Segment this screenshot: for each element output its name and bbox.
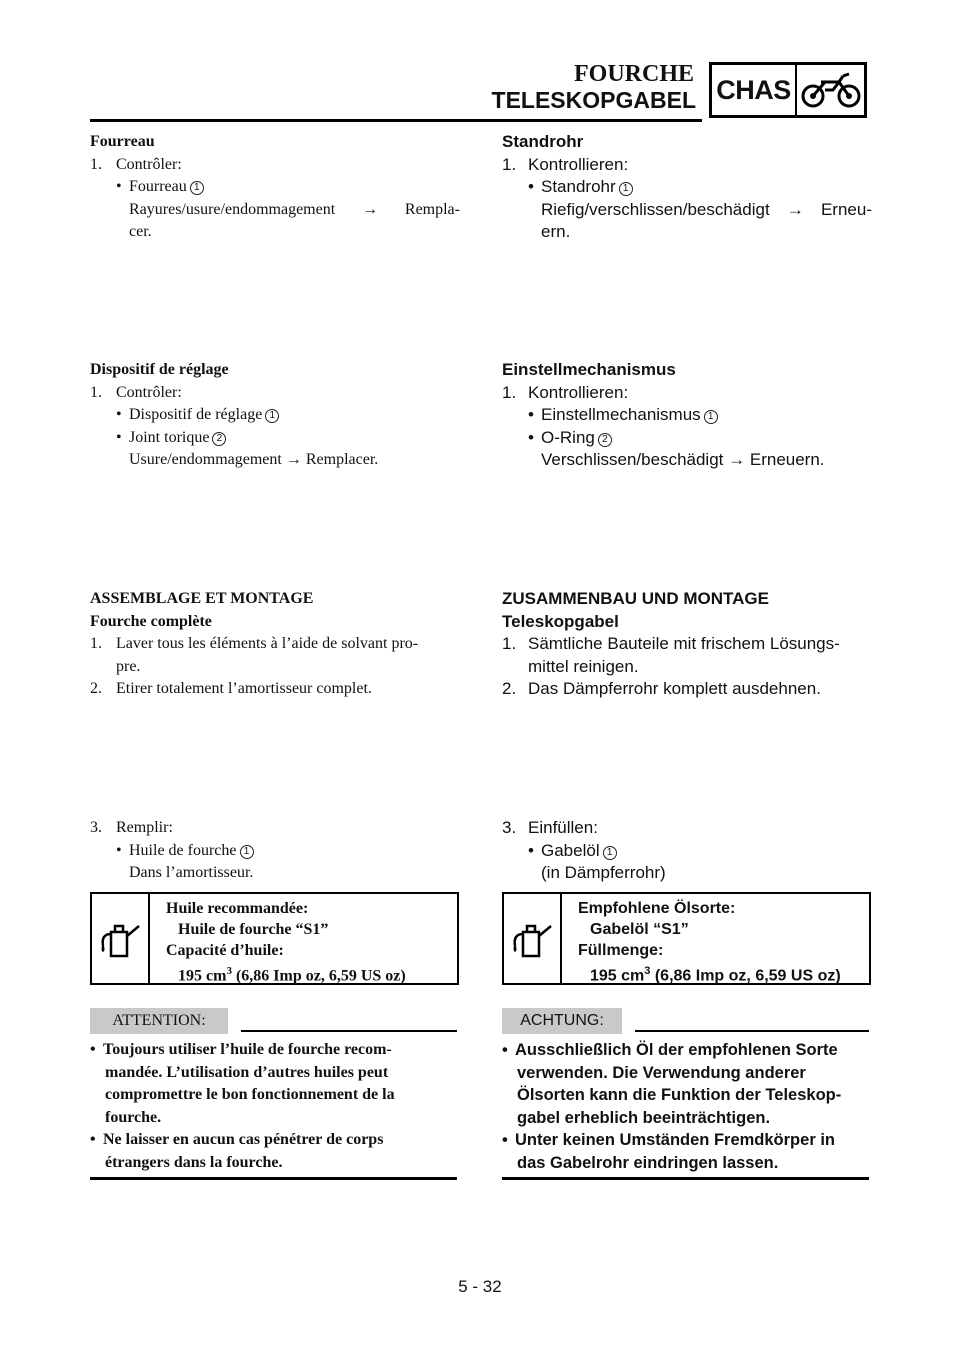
fr-step-1 [90, 154, 460, 177]
callout-1-icon: 1 [704, 410, 718, 424]
step-number: 3. [502, 818, 517, 837]
note-text: Verschlissen/beschädigt [541, 450, 724, 469]
callout-1-icon: 1 [619, 182, 633, 196]
spec-value: Huile de fourche “S1” [178, 921, 329, 938]
de-note-standrohr [502, 199, 872, 222]
step-number: 3. [90, 819, 102, 836]
item-label: Joint torique [129, 428, 210, 446]
fr-step-1 [90, 633, 460, 656]
spec-amount: 195 cm [178, 967, 227, 985]
de-warning-label: ACHTUNG: [502, 1008, 622, 1034]
de-warning-text [502, 1039, 869, 1174]
warning-text: das Gabelrohr eindringen lassen. [517, 1153, 779, 1172]
spec-conversion: (6,86 Imp oz, 6,59 US oz) [654, 967, 841, 985]
bullet: • [116, 428, 122, 446]
fr-spec-box [90, 892, 459, 985]
bullet: • [528, 177, 534, 196]
note-text: cer. [129, 223, 152, 240]
de-step-1 [502, 154, 872, 177]
arrow-icon: → [285, 451, 302, 468]
spec-value [166, 961, 453, 986]
de-item-gabeloel [502, 840, 872, 863]
fr-warning-rule [241, 1030, 457, 1032]
warning-text: Toujours utiliser l’huile de fourche recom- [103, 1041, 392, 1058]
warning-text: gabel erheblich beeinträchtigen. [517, 1108, 771, 1127]
bullet: • [502, 1041, 508, 1059]
fr-note-fourreau [90, 199, 460, 222]
motorcycle-icon [797, 65, 864, 115]
warning-text: Ne laisser en aucun cas pénétrer de corps [103, 1131, 384, 1148]
spec-label: Capacité d’huile: [166, 942, 284, 959]
de-step-3 [502, 817, 872, 840]
bullet: • [502, 1131, 508, 1149]
fr-item-joint [90, 427, 460, 450]
spec-amount: 195 cm [590, 967, 645, 985]
callout-1-icon: 1 [190, 181, 204, 195]
spec-value [578, 961, 865, 986]
de-item-standrohr [502, 176, 872, 199]
de-subheading: Teleskopgabel [502, 611, 619, 631]
step-label: Das Dämpferrohr komplett ausdehnen. [528, 679, 821, 698]
de-step-1 [502, 633, 872, 656]
de-spec-box [502, 892, 871, 985]
fr-subheading: Fourche complète [90, 612, 212, 630]
fr-note-reglage [90, 449, 460, 472]
callout-1-icon: 1 [240, 845, 254, 859]
note-text: Erneuern. [749, 450, 825, 469]
step-label: Kontrollieren: [528, 154, 629, 174]
section-badge [709, 62, 867, 118]
fr-heading-reglage: Dispositif de réglage [90, 361, 229, 378]
bullet: • [528, 840, 534, 860]
step-label: pre. [116, 657, 141, 675]
note-text: ern. [541, 222, 571, 241]
spec-label: Huile recommandée: [166, 900, 309, 917]
fr-step-1 [90, 382, 460, 405]
de-item-oring [502, 427, 872, 450]
warning-text: verwenden. Die Verwendung anderer [517, 1063, 806, 1082]
header-rule [90, 119, 702, 122]
item-label: Dispositif de réglage [129, 406, 263, 423]
callout-2-icon: 2 [212, 432, 226, 446]
oil-can-icon [504, 894, 562, 983]
warning-text: compromettre le bon fonctionnement de la [105, 1086, 395, 1103]
fr-heading-assemblage: ASSEMBLAGE ET MONTAGE [90, 590, 314, 607]
warning-text: fourche. [105, 1108, 162, 1126]
de-item-einstell [502, 404, 872, 427]
callout-2-icon: 2 [598, 433, 612, 447]
step-label: Etirer totalement l’amortisseur complet. [116, 680, 372, 697]
de-step-1 [502, 382, 872, 405]
de-warning-rule [635, 1030, 869, 1032]
superscript: 3 [644, 965, 651, 977]
bullet: • [116, 841, 122, 859]
fr-section-remplir [90, 817, 460, 885]
fr-warning-end-rule [90, 1177, 457, 1180]
step-number: 1. [90, 155, 102, 173]
warning-text: Ausschließlich Öl der empfohlenen Sorte [515, 1041, 838, 1059]
step-label: Kontrollieren: [528, 382, 629, 402]
de-heading-standrohr: Standrohr [502, 132, 584, 151]
spec-value: Gabelöl “S1” [590, 921, 689, 938]
warning-text: Unter keinen Umständen Fremdkörper in [515, 1131, 835, 1149]
page-number: 5 - 32 [458, 1277, 502, 1296]
warning-text: étrangers dans la fourche. [105, 1153, 283, 1171]
note-text: Usure/endommagement [129, 451, 282, 468]
item-label: Fourreau [129, 178, 187, 195]
step-label: Remplir: [116, 819, 173, 836]
de-section-zusammenbau [502, 588, 872, 701]
warning-line [90, 1129, 457, 1152]
note-text: Rayures/usure/endommagement [129, 200, 336, 218]
bullet: • [90, 1041, 96, 1058]
arrow-icon: → [728, 450, 746, 469]
de-section-einstell [502, 359, 872, 472]
bullet: • [528, 427, 534, 447]
note-text: Erneu- [820, 199, 872, 219]
de-heading-einstell: Einstellmechanismus [502, 360, 676, 379]
bullet: • [116, 178, 122, 195]
item-label: Standrohr [541, 177, 616, 196]
bullet: • [116, 406, 122, 423]
step-number: 1. [502, 154, 517, 174]
fr-step-2 [90, 678, 460, 701]
oil-can-icon [92, 894, 150, 983]
de-step-2 [502, 678, 872, 701]
item-label: Gabelöl [541, 840, 600, 860]
fr-item-huile [90, 840, 460, 863]
de-note-einstell [502, 449, 872, 472]
step-label: Einfüllen: [528, 818, 598, 837]
header-title-de: TELESKOPGABEL [491, 87, 696, 113]
arrow-icon: → [362, 200, 379, 218]
step-number: 1. [502, 382, 517, 402]
note-text: Dans l’amortisseur. [129, 864, 254, 881]
warning-text: Ölsorten kann die Funktion der Teleskop- [517, 1086, 842, 1104]
step-label: mittel reinigen. [528, 656, 639, 676]
step-number: 1. [90, 383, 102, 401]
step-label: Sämtliche Bauteile mit frischem Lösungs- [528, 634, 840, 653]
note-text: Riefig/verschlissen/beschädigt [541, 199, 770, 219]
item-label: Huile de fourche [129, 841, 237, 859]
bullet: • [528, 405, 534, 424]
step-label: Laver tous les éléments à l’aide de solvant pro- [116, 635, 419, 652]
section-label: CHAS [712, 65, 797, 115]
callout-1-icon: 1 [265, 409, 279, 423]
fr-item-dispositif [90, 404, 460, 427]
item-label: O-Ring [541, 427, 595, 447]
step-label: Contrôler: [116, 155, 182, 173]
warning-line [502, 1039, 869, 1062]
spec-conversion: (6,86 Imp oz, 6,59 US oz) [235, 967, 406, 985]
fr-section-reglage [90, 359, 460, 472]
spec-label: Empfohlene Ölsorte: [578, 900, 736, 917]
fr-heading-fourreau: Fourreau [90, 133, 155, 150]
de-section-standrohr [502, 131, 872, 244]
warning-text: mandée. L’utilisation d’autres huiles peut [105, 1063, 389, 1081]
de-section-einfuellen [502, 817, 872, 885]
fr-section-assemblage [90, 588, 460, 701]
warning-line [90, 1039, 457, 1062]
step-number: 2. [502, 679, 517, 698]
step-number: 1. [502, 634, 517, 653]
note-text: Remplacer. [305, 451, 379, 468]
arrow-icon: → [786, 199, 804, 219]
item-label: Einstellmechanismus [541, 405, 701, 424]
fr-section-fourreau [90, 131, 460, 244]
note-text: (in Dämpferrohr) [541, 863, 666, 882]
fr-item-fourreau [90, 176, 460, 199]
fr-step-3 [90, 817, 460, 840]
step-number: 2. [90, 680, 102, 697]
step-label: Contrôler: [116, 383, 182, 401]
de-warning-end-rule [502, 1177, 869, 1180]
bullet: • [90, 1131, 96, 1148]
de-heading-zusammenbau: ZUSAMMENBAU UND MONTAGE [502, 589, 769, 608]
fr-warning-text [90, 1039, 457, 1174]
step-number: 1. [90, 635, 102, 652]
warning-line [502, 1129, 869, 1152]
superscript: 3 [226, 965, 232, 977]
spec-label: Füllmenge: [578, 942, 664, 959]
note-text: Rempla- [404, 200, 460, 218]
fr-warning-label: ATTENTION: [90, 1008, 228, 1034]
callout-1-icon: 1 [603, 846, 617, 860]
header-title-fr: FOURCHE [574, 61, 694, 87]
